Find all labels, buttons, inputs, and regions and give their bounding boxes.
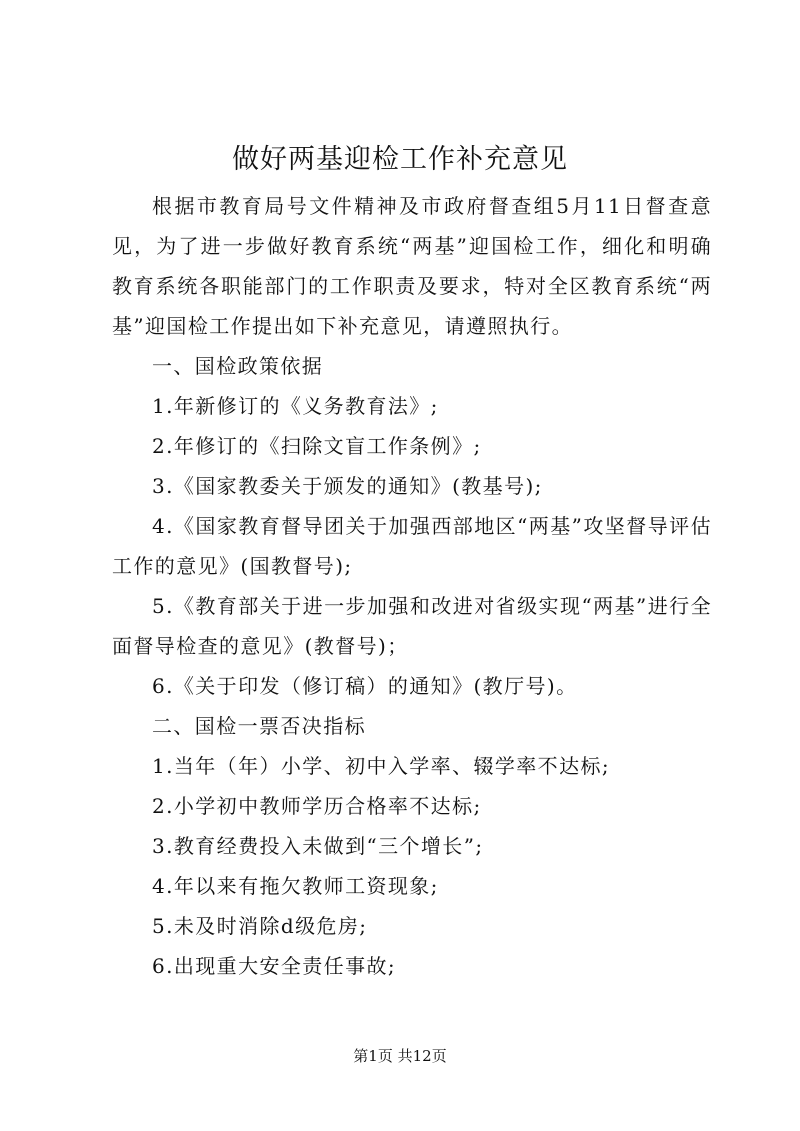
- veto-item: 6.出现重大安全责任事故;: [152, 954, 397, 978]
- document-title: 做好两基迎检工作补充意见: [232, 144, 568, 175]
- document-body: [112, 186, 712, 986]
- policy-item: 2.年修订的《扫除文盲工作条例》;: [152, 434, 482, 458]
- veto-item: 5.未及时消除d级危房;: [152, 914, 368, 938]
- page-indicator: 第1页 共12页: [353, 1047, 447, 1065]
- policy-item: 5.《教育部关于进一步加强和改进对省级实现“两基”进行全面督导检查的意见》(教督号)；: [112, 594, 712, 658]
- veto-item: 3.教育经费投入未做到“三个增长”;: [152, 834, 484, 858]
- section-heading-policy-basis: 一、国检政策依据: [152, 354, 324, 378]
- policy-item: 1.年新修订的《义务教育法》;: [152, 394, 439, 418]
- veto-item: 1.当年（年）小学、初中入学率、辍学率不达标;: [152, 754, 611, 778]
- intro-paragraph: 根据市教育局号文件精神及市政府督查组5月11日督查意见，为了进一步做好教育系统“两基”迎国检工作，细化和明确教育系统各职能部门的工作职责及要求，特对全区教育系统“两基”迎国检工作提出如下补充意见，请遵照执行。: [112, 194, 712, 338]
- policy-item: 3.《国家教委关于颁发的通知》(教基号);: [152, 474, 543, 498]
- veto-item: 4.年以来有拖欠教师工资现象;: [152, 874, 439, 898]
- policy-item: 4.《国家教育督导团关于加强西部地区“两基”攻坚督导评估工作的意见》(国教督号);: [112, 514, 712, 578]
- policy-item: 6.《关于印发（修订稿）的通知》(教厅号)。: [152, 674, 578, 698]
- section-heading-veto-indicators: 二、国检一票否决指标: [152, 714, 366, 738]
- veto-item: 2.小学初中教师学历合格率不达标;: [152, 794, 482, 818]
